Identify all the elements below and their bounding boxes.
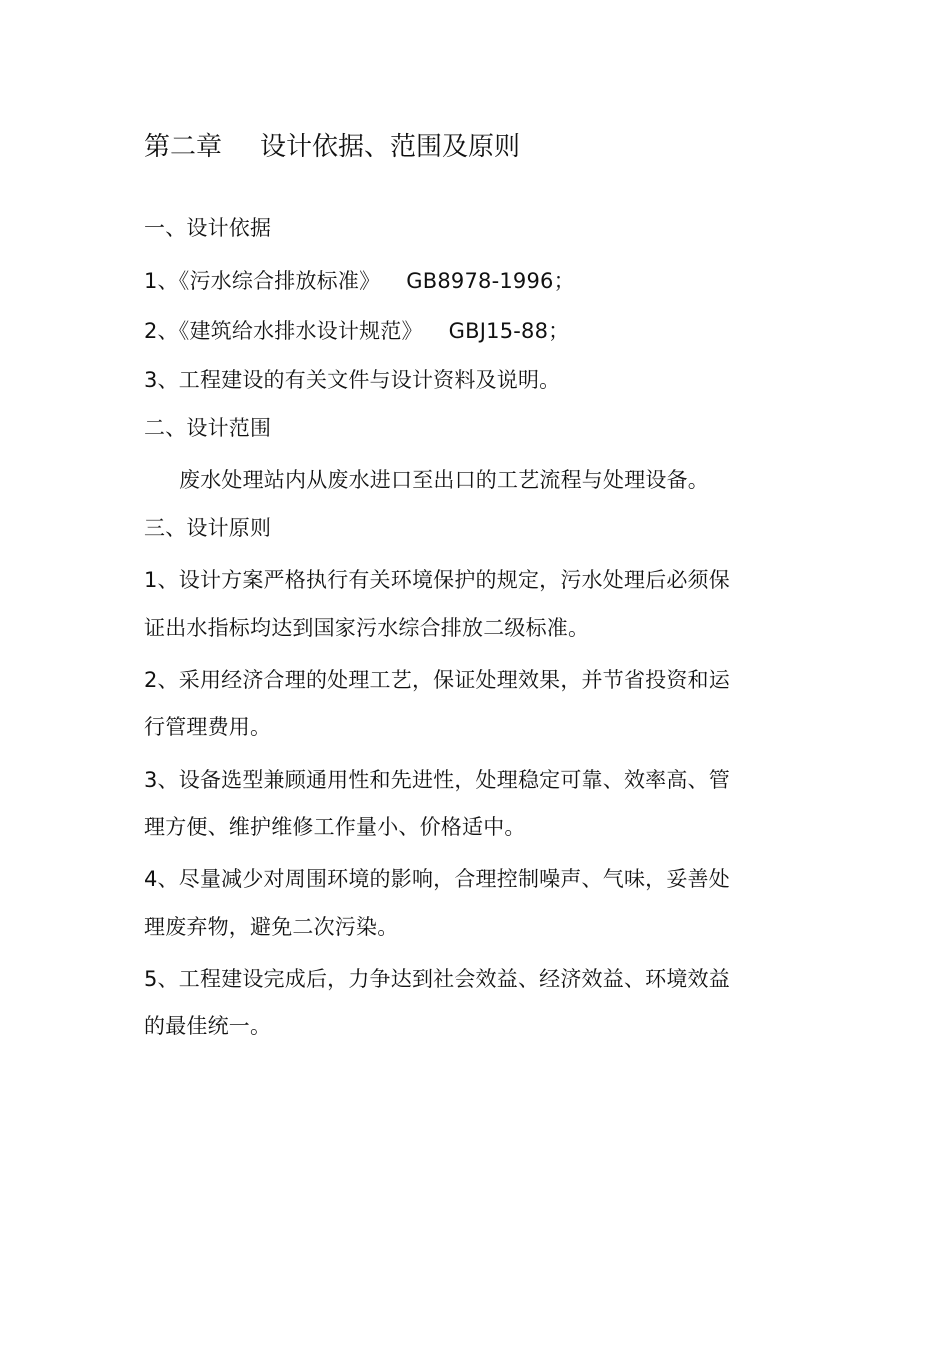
- principle-5-line-2: 的最佳统一。: [144, 1014, 272, 1038]
- principle-1-line-1: 1、设计方案严格执行有关环境保护的规定，污水处理后必须保: [144, 568, 730, 592]
- standard-code: GB8978-1996；: [406, 269, 575, 293]
- basis-item-3: 3、工程建设的有关文件与设计资料及说明。: [144, 368, 561, 392]
- basis-item-prefix: 1、: [144, 269, 179, 293]
- section-heading-principles: 三、设计原则: [144, 516, 272, 540]
- principle-1-line-2: 证出水指标均达到国家污水综合排放二级标准。: [144, 616, 590, 640]
- principle-4-line-2: 理废弃物，避免二次污染。: [144, 915, 399, 939]
- chapter-number: 第二章: [144, 132, 223, 162]
- principle-3-line-1: 3、设备选型兼顾通用性和先进性，处理稳定可靠、效率高、管: [144, 768, 730, 792]
- chapter-heading: 设计依据、范围及原则: [260, 132, 521, 162]
- chapter-title: [144, 130, 520, 164]
- scope-body: 废水处理站内从废水进口至出口的工艺流程与处理设备。: [179, 468, 709, 492]
- basis-item-prefix: 2、: [144, 319, 179, 343]
- standard-name: 《污水综合排放标准》: [178, 269, 381, 293]
- principle-2-line-2: 行管理费用。: [144, 715, 272, 739]
- standard-code: GBJ15-88；: [448, 319, 570, 343]
- principle-4-line-1: 4、尽量减少对周围环境的影响，合理控制噪声、气味，妥善处: [144, 867, 730, 891]
- principle-3-line-2: 理方便、维护维修工作量小、价格适中。: [144, 815, 526, 839]
- basis-item-1: [144, 267, 575, 295]
- principle-5-line-1: 5、工程建设完成后，力争达到社会效益、经济效益、环境效益: [144, 967, 730, 991]
- section-heading-basis: 一、设计依据: [144, 216, 272, 240]
- basis-item-2: [144, 317, 569, 345]
- section-heading-scope: 二、设计范围: [144, 416, 272, 440]
- standard-name: 《建筑给水排水设计规范》: [178, 319, 423, 343]
- principle-2-line-1: 2、采用经济合理的处理工艺，保证处理效果，并节省投资和运: [144, 668, 730, 692]
